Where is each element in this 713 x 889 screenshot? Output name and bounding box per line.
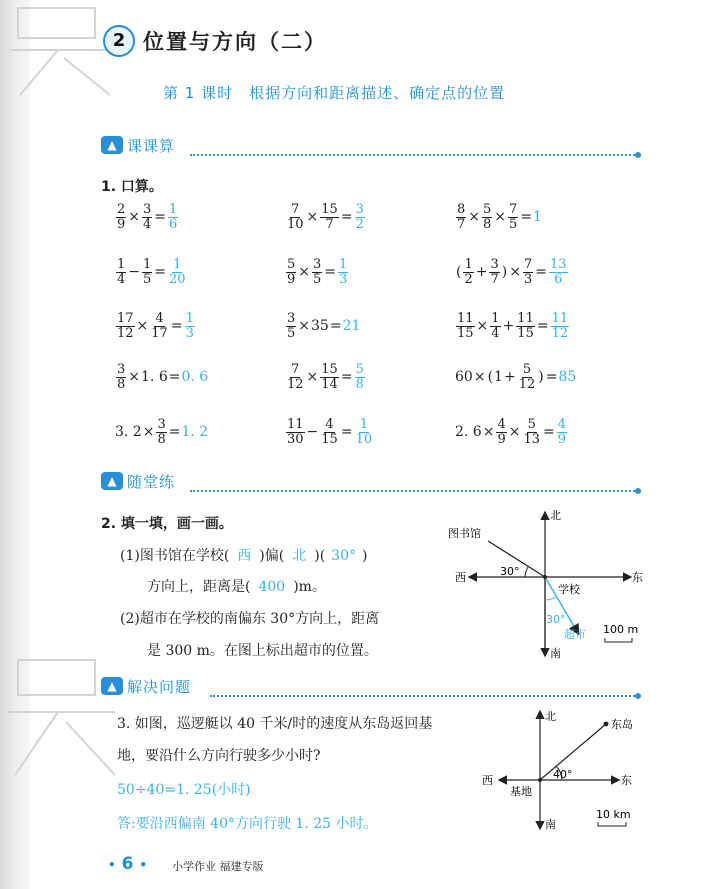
answer-blank: 30° bbox=[331, 548, 356, 564]
label-library: 图书馆 bbox=[448, 527, 481, 540]
answer-blank: 西 bbox=[237, 548, 252, 564]
equals-sign: = bbox=[170, 318, 183, 335]
numerator: 1 bbox=[143, 257, 152, 272]
section-title-problem-solving: 解决问题 bbox=[127, 678, 192, 696]
numerator: 1 bbox=[185, 311, 194, 326]
base-point bbox=[538, 778, 542, 782]
denominator: 8 bbox=[157, 431, 166, 447]
fraction bbox=[116, 312, 135, 340]
operator: + bbox=[503, 369, 516, 386]
answer-fraction bbox=[551, 312, 570, 340]
page-number: • 6 • bbox=[108, 854, 148, 874]
denominator: 14 bbox=[321, 376, 338, 392]
denominator: 8 bbox=[355, 376, 364, 392]
numerator: 5 bbox=[355, 362, 364, 377]
numerator: 11 bbox=[457, 311, 474, 326]
denominator: 13 bbox=[523, 431, 541, 447]
fraction bbox=[496, 418, 506, 446]
constant: 3. 2 bbox=[115, 424, 142, 441]
section-divider bbox=[190, 154, 638, 156]
fraction bbox=[142, 203, 152, 231]
math-expression bbox=[115, 418, 208, 446]
answer-blank: 400 bbox=[258, 579, 286, 595]
denominator: 6 bbox=[169, 216, 178, 232]
fraction bbox=[150, 312, 169, 340]
question-2-heading: 2. 填一填，画一画。 bbox=[101, 516, 233, 532]
numerator: 15 bbox=[321, 202, 338, 217]
fraction bbox=[142, 258, 152, 286]
island-ray bbox=[540, 724, 606, 780]
numerator: 8 bbox=[457, 202, 466, 217]
graduation-cap-icon: ▲ bbox=[101, 472, 123, 490]
fraction bbox=[523, 258, 533, 286]
numerator: 1 bbox=[117, 257, 126, 272]
equals-sign: = bbox=[543, 424, 555, 441]
denominator: 3 bbox=[339, 271, 348, 287]
question-3-line-2: 地，要沿什么方向行驶多少小时? bbox=[117, 748, 321, 764]
question-2-part-2-line-2: 是 300 m。在图上标出超市的位置。 bbox=[147, 643, 378, 659]
fraction bbox=[320, 363, 339, 391]
equals-sign: = bbox=[154, 264, 167, 281]
label-scale: 10 km bbox=[596, 808, 631, 821]
math-expression bbox=[285, 203, 366, 231]
fraction bbox=[286, 312, 296, 340]
equals-sign: = bbox=[545, 369, 558, 386]
fraction bbox=[456, 203, 466, 231]
denominator: 8 bbox=[483, 216, 492, 232]
equals-sign: = bbox=[324, 264, 337, 281]
denominator: 4 bbox=[143, 216, 152, 232]
numerator: 1 bbox=[491, 311, 500, 326]
denominator: 4 bbox=[491, 325, 500, 341]
school-point bbox=[543, 575, 547, 579]
fraction bbox=[286, 418, 305, 446]
operator: ) bbox=[538, 369, 544, 386]
equals-sign: = bbox=[340, 209, 353, 226]
numerator: 1 bbox=[169, 202, 178, 217]
question-3-calculation: 50÷40=1. 25(小时) bbox=[117, 782, 251, 798]
numerator: 7 bbox=[523, 257, 533, 272]
answer-value: 1. 2 bbox=[181, 424, 209, 441]
numerator: 3 bbox=[355, 202, 364, 217]
numerator: 11 bbox=[517, 311, 534, 326]
label-west: 西 bbox=[455, 571, 466, 584]
fraction bbox=[286, 258, 296, 286]
label-scale: 100 m bbox=[603, 623, 639, 636]
denominator: 12 bbox=[518, 376, 536, 392]
equals-sign: = bbox=[535, 264, 547, 281]
denominator: 12 bbox=[551, 325, 569, 341]
operator: ( bbox=[456, 264, 462, 281]
numerator: 1 bbox=[173, 257, 182, 272]
fraction bbox=[116, 363, 126, 391]
answer-fraction bbox=[355, 418, 374, 446]
fraction bbox=[522, 418, 541, 446]
denominator: 5 bbox=[143, 271, 152, 287]
denominator: 3 bbox=[523, 271, 533, 287]
graduation-cap-icon: ▲ bbox=[101, 677, 123, 695]
numerator: 3 bbox=[143, 202, 152, 217]
denominator: 9 bbox=[557, 431, 567, 447]
chapter-number: 2 bbox=[103, 25, 135, 57]
equals-sign: = bbox=[168, 369, 181, 386]
constant: 2. 6 bbox=[455, 424, 482, 441]
numerator: 4 bbox=[325, 417, 334, 432]
numerator: 5 bbox=[483, 202, 492, 217]
equals-sign: = bbox=[520, 209, 533, 226]
fraction bbox=[508, 203, 518, 231]
denominator: 15 bbox=[321, 431, 338, 447]
label-school: 学校 bbox=[558, 583, 580, 596]
operator: × bbox=[482, 424, 495, 441]
fraction bbox=[286, 363, 305, 391]
math-expression bbox=[285, 418, 374, 446]
denominator: 17 bbox=[151, 325, 168, 341]
equals-sign: = bbox=[536, 318, 549, 335]
operator: × bbox=[306, 369, 319, 386]
denominator: 10 bbox=[355, 431, 373, 447]
operator: ( bbox=[487, 369, 494, 386]
graduation-cap-icon: ▲ bbox=[101, 136, 123, 154]
operator: × bbox=[473, 369, 486, 386]
question-2-part-1-line-1: (1)图书馆在学校( 西 )偏( 北 )( 30° ) bbox=[120, 548, 368, 564]
operator: × bbox=[128, 369, 141, 386]
denominator: 5 bbox=[287, 325, 296, 341]
label-south: 南 bbox=[550, 647, 561, 660]
label-angle-se: 30° bbox=[546, 613, 566, 626]
label-north: 北 bbox=[550, 509, 561, 522]
label-east: 东 bbox=[621, 774, 632, 787]
denominator: 7 bbox=[490, 271, 499, 287]
direction-diagram-base bbox=[478, 708, 648, 833]
fraction bbox=[116, 203, 126, 231]
denominator: 4 bbox=[117, 271, 126, 287]
operator: × bbox=[298, 264, 311, 281]
denominator: 6 bbox=[554, 271, 563, 287]
fraction bbox=[320, 203, 339, 231]
watermark-bottom-left bbox=[0, 650, 130, 800]
answer-fraction bbox=[355, 203, 365, 231]
answer-fraction bbox=[168, 203, 178, 231]
operator: + bbox=[475, 264, 488, 281]
answer-fraction bbox=[338, 258, 348, 286]
section-divider bbox=[190, 490, 638, 492]
numerator: 7 bbox=[291, 202, 300, 217]
numerator: 4 bbox=[155, 311, 164, 326]
numerator: 4 bbox=[557, 417, 567, 432]
denominator: 5 bbox=[509, 216, 518, 232]
section-divider bbox=[210, 695, 638, 697]
fraction bbox=[516, 312, 535, 340]
math-expression bbox=[455, 258, 569, 286]
denominator: 30 bbox=[287, 431, 304, 447]
numerator: 7 bbox=[509, 202, 518, 217]
island-point bbox=[604, 722, 609, 727]
equals-sign: = bbox=[340, 424, 353, 441]
answer-value: 21 bbox=[342, 318, 361, 335]
answer-fraction bbox=[549, 258, 568, 286]
denominator: 20 bbox=[169, 271, 186, 287]
numerator: 7 bbox=[291, 362, 300, 377]
denominator: 10 bbox=[287, 216, 304, 232]
equals-sign: = bbox=[329, 318, 342, 335]
operator: × bbox=[476, 318, 489, 335]
label-base: 基地 bbox=[510, 785, 532, 798]
fraction bbox=[156, 418, 166, 446]
math-expression bbox=[285, 258, 349, 286]
denominator: 3 bbox=[185, 325, 194, 341]
question-2-part-1-line-2: 方向上，距离是( 400 )m。 bbox=[147, 579, 326, 595]
constant: 60 bbox=[455, 369, 473, 386]
denominator: 9 bbox=[117, 216, 126, 232]
denominator: 2 bbox=[355, 216, 364, 232]
constant: 1. 6 bbox=[141, 369, 168, 386]
math-expression bbox=[455, 363, 576, 391]
scale-bar bbox=[605, 638, 632, 642]
denominator: 7 bbox=[457, 216, 466, 232]
answer-fraction bbox=[185, 312, 195, 340]
equals-sign: = bbox=[340, 369, 353, 386]
fraction bbox=[489, 258, 499, 286]
denominator: 2 bbox=[464, 271, 473, 287]
numerator: 13 bbox=[549, 257, 567, 272]
denominator: 7 bbox=[325, 216, 334, 232]
answer-fraction bbox=[557, 418, 567, 446]
operator: × bbox=[509, 264, 521, 281]
numerator: 2 bbox=[117, 202, 126, 217]
question-1-heading: 1. 口算。 bbox=[101, 179, 163, 195]
math-expression bbox=[455, 418, 568, 446]
denominator: 5 bbox=[313, 271, 322, 287]
fraction bbox=[482, 203, 492, 231]
math-expression bbox=[455, 312, 570, 340]
math-expression bbox=[285, 312, 360, 340]
operator: × bbox=[468, 209, 481, 226]
answer-value: 1 bbox=[533, 209, 542, 226]
operator: − bbox=[306, 424, 319, 441]
operator: × bbox=[508, 424, 521, 441]
fraction bbox=[286, 203, 305, 231]
angle-arc-se bbox=[545, 597, 556, 600]
numerator: 5 bbox=[522, 362, 532, 377]
label-angle: 40° bbox=[553, 768, 573, 781]
numerator: 17 bbox=[117, 311, 134, 326]
math-expression bbox=[455, 203, 542, 231]
denominator: 9 bbox=[287, 271, 296, 287]
numerator: 3 bbox=[117, 362, 126, 377]
math-expression bbox=[115, 258, 188, 286]
chapter-title: 位置与方向（二） bbox=[143, 30, 327, 54]
label-south: 南 bbox=[545, 818, 556, 831]
operator: + bbox=[502, 318, 515, 335]
fraction bbox=[518, 363, 537, 391]
operator: × bbox=[298, 318, 311, 335]
denominator: 12 bbox=[287, 376, 304, 392]
equals-sign: = bbox=[168, 424, 181, 441]
answer-blank: 北 bbox=[292, 548, 307, 564]
label-market: 超市 bbox=[564, 628, 586, 641]
denominator: 12 bbox=[117, 325, 134, 341]
answer-fraction bbox=[168, 258, 187, 286]
answer-fraction bbox=[355, 363, 365, 391]
lesson-heading bbox=[163, 82, 505, 103]
constant: 1 bbox=[494, 369, 503, 386]
equals-sign: = bbox=[154, 209, 167, 226]
label-island: 东岛 bbox=[611, 718, 633, 731]
denominator: 15 bbox=[457, 325, 474, 341]
fraction bbox=[312, 258, 322, 286]
fraction bbox=[456, 312, 475, 340]
numerator: 3 bbox=[157, 417, 166, 432]
numerator: 3 bbox=[490, 257, 499, 272]
denominator: 15 bbox=[517, 325, 534, 341]
denominator: 8 bbox=[117, 376, 126, 392]
book-title: 小学作业 福建专版 bbox=[172, 860, 264, 873]
operator: × bbox=[306, 209, 319, 226]
fraction bbox=[463, 258, 473, 286]
answer-value: 0. 6 bbox=[181, 369, 209, 386]
math-expression bbox=[115, 363, 208, 391]
constant: 35 bbox=[311, 318, 329, 335]
operator: × bbox=[494, 209, 507, 226]
fraction bbox=[320, 418, 339, 446]
operator: × bbox=[128, 209, 141, 226]
numerator: 3 bbox=[313, 257, 322, 272]
operator: × bbox=[142, 424, 155, 441]
numerator: 5 bbox=[287, 257, 296, 272]
denominator: 9 bbox=[497, 431, 506, 447]
operator: ) bbox=[501, 264, 508, 281]
fraction bbox=[490, 312, 500, 340]
numerator: 1 bbox=[339, 257, 348, 272]
numerator: 11 bbox=[287, 417, 304, 432]
label-east: 东 bbox=[632, 571, 643, 584]
numerator: 1 bbox=[359, 417, 368, 432]
numerator: 3 bbox=[287, 311, 296, 326]
section-title-practice: 课课算 bbox=[127, 137, 176, 155]
numerator: 15 bbox=[321, 362, 338, 377]
question-3-line-1: 3. 如图，巡逻艇以 40 千米/时的速度从东岛返回基 bbox=[117, 716, 433, 732]
math-expression bbox=[285, 363, 366, 391]
answer-value: 85 bbox=[558, 369, 577, 386]
section-title-class-practice: 随堂练 bbox=[127, 473, 176, 491]
operator: − bbox=[128, 264, 141, 281]
math-expression bbox=[115, 312, 196, 340]
lesson-label: 第 1 课时 bbox=[163, 84, 234, 102]
numerator: 5 bbox=[527, 417, 536, 432]
lesson-title: 根据方向和距离描述、确定点的位置 bbox=[249, 84, 506, 102]
question-3-answer: 答:要沿西偏南 40°方向行驶 1. 25 小时。 bbox=[117, 816, 378, 832]
operator: × bbox=[136, 318, 149, 335]
fraction bbox=[116, 258, 126, 286]
label-west: 西 bbox=[482, 774, 493, 787]
question-2-part-2-line-1: (2)超市在学校的南偏东 30°方向上，距离 bbox=[120, 611, 380, 627]
label-angle-nw: 30° bbox=[500, 565, 520, 578]
numerator: 11 bbox=[551, 311, 569, 326]
angle-arc-nw bbox=[525, 567, 528, 577]
label-north: 北 bbox=[545, 710, 556, 723]
scale-bar bbox=[598, 822, 626, 826]
numerator: 4 bbox=[497, 417, 506, 432]
direction-diagram-school bbox=[440, 505, 645, 660]
math-expression bbox=[115, 203, 179, 231]
numerator: 1 bbox=[464, 257, 473, 272]
